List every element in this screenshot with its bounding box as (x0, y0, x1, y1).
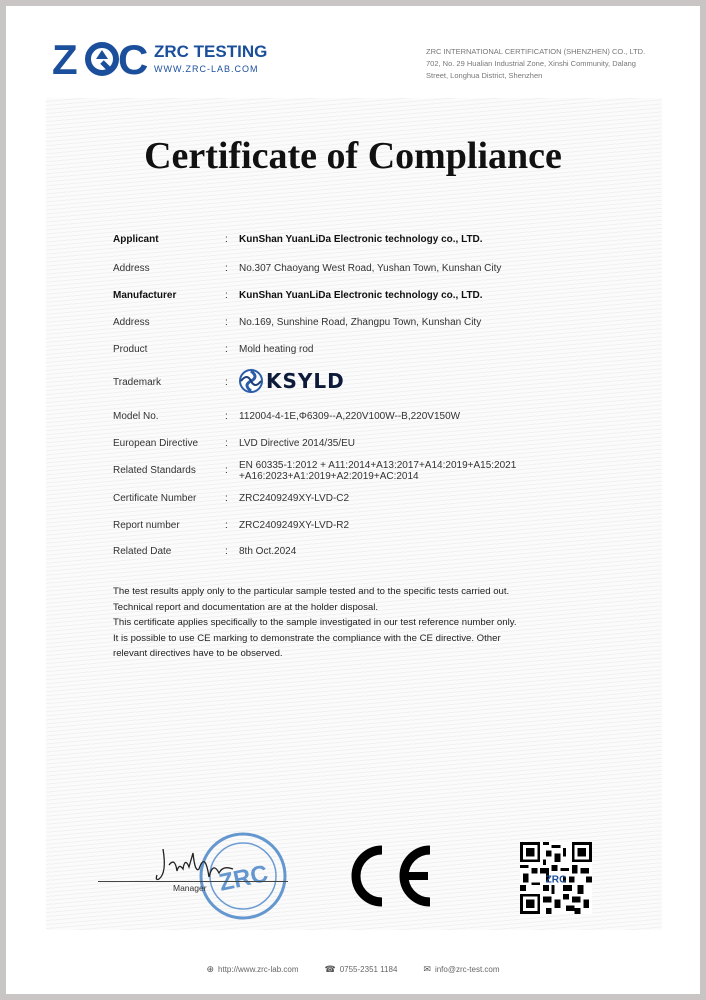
manager-label: Manager (173, 883, 207, 893)
svg-text:C: C (118, 38, 149, 80)
field-value: 8th Oct.2024 (239, 546, 297, 557)
signature-line (98, 881, 288, 882)
certificate-page (6, 6, 700, 994)
field-colon: : (225, 344, 228, 355)
company-address (426, 46, 666, 82)
field-colon: : (225, 411, 228, 422)
field-colon: : (225, 377, 228, 388)
company-line: ZRC INTERNATIONAL CERTIFICATION (SHENZHEN) CO., LTD. (426, 47, 646, 56)
standards-line: +A16:2023+A1:2019+A2:2019+AC:2014 (239, 471, 419, 482)
note-line: The test results apply only to the particular sample tested and to the specific tests carried out. (113, 586, 510, 597)
field-value: No.169, Sunshine Road, Zhangpu Town, Kunshan City (239, 317, 482, 328)
field-colon: : (225, 290, 228, 301)
field-colon: : (225, 234, 228, 245)
field-colon: : (225, 438, 228, 449)
footer-web-text: http://www.zrc-lab.com (218, 965, 299, 974)
footer-contacts (6, 964, 700, 975)
field-label: Related Date (113, 546, 172, 557)
field-colon: : (225, 520, 228, 531)
field-value: No.307 Chaoyang West Road, Yushan Town, Kunshan City (239, 263, 502, 274)
field-label: Manufacturer (113, 290, 177, 301)
field-value: KunShan YuanLiDa Electronic technology co., LTD. (239, 234, 483, 245)
field-colon: : (225, 465, 228, 476)
standards-line: EN 60335-1:2012 + A11:2014+A13:2017+A14:2019+A15:2021 (239, 460, 517, 471)
phone-icon: ☎ (324, 964, 336, 974)
field-label: Applicant (113, 234, 159, 245)
mail-icon: ✉ (423, 964, 431, 974)
qr-code (520, 842, 592, 914)
trademark-logo (239, 369, 345, 393)
logo-name: ZRC TESTING (154, 42, 268, 61)
globe-icon: ⊕ (206, 964, 215, 974)
guilloche-background (46, 98, 662, 930)
trademark-text: KSYLD (266, 369, 345, 393)
certificate-title: Certificate of Compliance (144, 135, 562, 177)
note-line: relevant directives have to be observed. (113, 648, 283, 660)
zrc-logo-mark (52, 38, 152, 80)
field-value: ZRC2409249XY-LVD-R2 (239, 520, 350, 531)
field-label: Trademark (113, 377, 161, 388)
field-label: Product (113, 344, 148, 355)
zrc-logo (52, 38, 268, 85)
trademark-swirl-icon (239, 369, 263, 393)
company-line: 702, No. 29 Hualian Industrial Zone, Xinshi Community, Dalang (426, 59, 636, 68)
field-label: Related Standards (113, 465, 196, 476)
signature-area (98, 831, 378, 931)
svg-text:ZRC: ZRC (216, 860, 271, 897)
field-label: European Directive (113, 438, 199, 449)
field-value: 112004-4-1E,Φ6309--A,220V100W--B,220V150W (239, 411, 461, 422)
field-label: Report number (113, 520, 180, 531)
footer-web (206, 964, 298, 975)
field-value: Mold heating rod (239, 344, 314, 355)
svg-text:ZRC: ZRC (545, 874, 567, 886)
footer-email (423, 964, 499, 975)
footer-email-text: info@zrc-test.com (434, 965, 500, 974)
footer-phone-text: 0755-2351 1184 (339, 965, 398, 974)
field-label: Model No. (113, 411, 159, 422)
field-value (239, 460, 579, 482)
field-colon: : (225, 263, 228, 274)
field-value: KunShan YuanLiDa Electronic technology co., LTD. (239, 290, 483, 301)
field-value: ZRC2409249XY-LVD-C2 (239, 493, 350, 504)
field-colon: : (225, 546, 228, 557)
field-label: Address (113, 263, 150, 274)
ce-mark (342, 844, 434, 908)
company-line: Street, Longhua District, Shenzhen (426, 71, 543, 80)
footer-phone (324, 964, 397, 975)
field-colon: : (225, 317, 228, 328)
note-line: This certificate applies specifically to the sample investigated in our test reference number only. (113, 617, 517, 629)
field-label: Address (113, 317, 150, 328)
note-line: Technical report and documentation are at the holder disposal. (113, 601, 379, 613)
field-value: LVD Directive 2014/35/EU (239, 438, 355, 449)
field-label: Certificate Number (113, 493, 197, 504)
logo-website: WWW.ZRC-LAB.COM (154, 64, 259, 74)
note-line: It is possible to use CE marking to demonstrate the compliance with the CE directive. Other (113, 632, 501, 644)
field-colon: : (225, 493, 228, 504)
certificate-notes (113, 584, 593, 662)
svg-text:Z: Z (52, 38, 78, 80)
